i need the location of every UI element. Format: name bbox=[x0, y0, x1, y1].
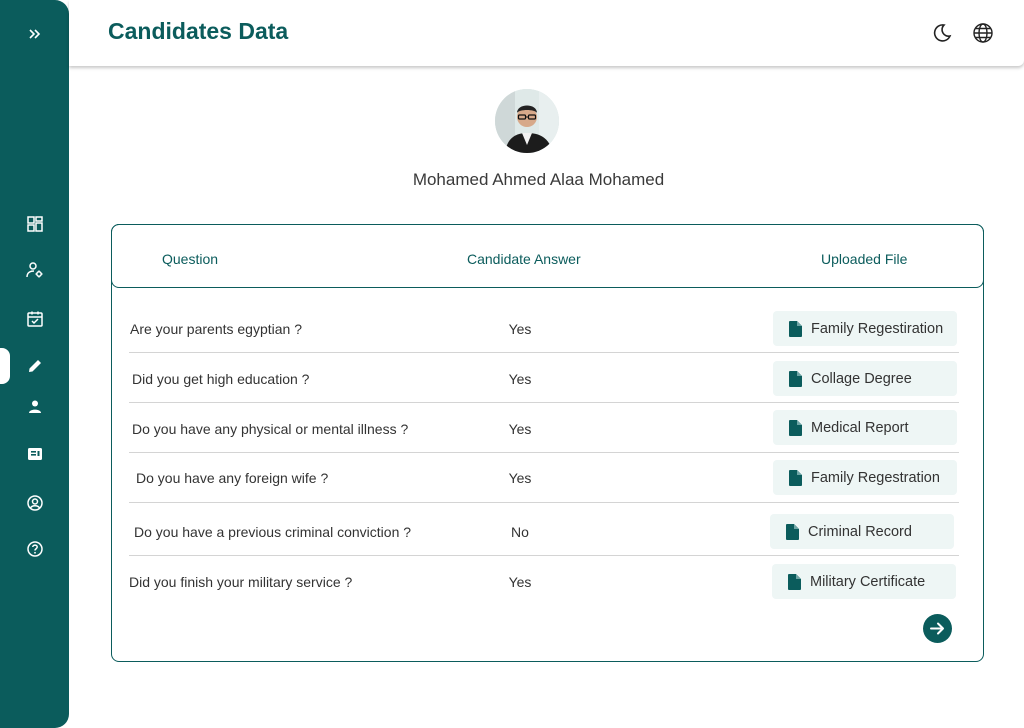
uploaded-file-button[interactable] bbox=[773, 410, 957, 445]
sidebar bbox=[0, 0, 69, 728]
row-divider bbox=[129, 352, 959, 353]
document-icon bbox=[786, 524, 799, 540]
uploaded-file-button[interactable] bbox=[772, 564, 956, 599]
dashboard-icon bbox=[26, 215, 44, 233]
answer-text: Yes bbox=[508, 470, 532, 486]
sidebar-item-help[interactable] bbox=[0, 531, 69, 567]
question-text: Did you get high education ? bbox=[132, 371, 310, 387]
uploaded-file-button[interactable] bbox=[773, 361, 957, 396]
question-text: Are your parents egyptian ? bbox=[130, 321, 302, 337]
file-name: Family Regestiration bbox=[811, 320, 944, 337]
sidebar-active-indicator bbox=[0, 348, 10, 384]
question-text: Did you finish your military service ? bbox=[129, 574, 353, 590]
row-divider bbox=[129, 452, 959, 453]
document-icon bbox=[789, 371, 802, 387]
document-icon bbox=[789, 420, 802, 436]
row-divider bbox=[129, 402, 959, 403]
help-icon bbox=[26, 540, 44, 558]
sidebar-item-calendar[interactable] bbox=[0, 301, 69, 337]
question-text: Do you have a previous criminal conviction ? bbox=[134, 524, 412, 540]
sidebar-item-user[interactable] bbox=[0, 389, 69, 425]
file-name: Medical Report bbox=[811, 419, 909, 436]
document-icon bbox=[789, 321, 802, 337]
document-icon bbox=[789, 470, 802, 486]
question-text: Do you have any physical or mental illness ? bbox=[132, 421, 409, 437]
answer-text: No bbox=[511, 524, 529, 540]
candidate-name: Mohamed Ahmed Alaa Mohamed bbox=[412, 170, 665, 189]
uploaded-file-button[interactable] bbox=[770, 514, 954, 549]
file-name: Criminal Record bbox=[808, 523, 912, 540]
newspaper-icon bbox=[26, 445, 44, 463]
next-button[interactable] bbox=[923, 614, 952, 643]
file-name: Family Regestration bbox=[811, 469, 940, 486]
top-header bbox=[69, 0, 1024, 66]
answer-text: Yes bbox=[508, 321, 532, 337]
answer-text: Yes bbox=[508, 371, 532, 387]
user-settings-icon bbox=[26, 261, 44, 279]
sidebar-item-news[interactable] bbox=[0, 436, 69, 472]
document-icon bbox=[788, 574, 801, 590]
question-text: Do you have any foreign wife ? bbox=[136, 470, 329, 486]
language-globe-icon[interactable] bbox=[971, 21, 995, 45]
answer-text: Yes bbox=[508, 574, 532, 590]
uploaded-file-button[interactable] bbox=[773, 460, 957, 495]
sidebar-item-profile[interactable] bbox=[0, 485, 69, 521]
pencil-icon bbox=[26, 357, 44, 375]
row-divider bbox=[129, 555, 959, 556]
column-header-question: Question bbox=[162, 251, 219, 267]
arrow-right-icon bbox=[929, 620, 946, 637]
calendar-check-icon bbox=[26, 310, 44, 328]
page-title: Candidates Data bbox=[108, 18, 289, 44]
sidebar-item-user-settings[interactable] bbox=[0, 252, 69, 288]
column-header-file: Uploaded File bbox=[821, 251, 908, 267]
dark-mode-moon-icon[interactable] bbox=[930, 21, 954, 45]
expand-sidebar-icon[interactable] bbox=[28, 24, 52, 44]
file-name: Collage Degree bbox=[811, 370, 912, 387]
column-header-answer: Candidate Answer bbox=[467, 251, 581, 267]
table-header bbox=[111, 224, 984, 288]
file-name: Military Certificate bbox=[810, 573, 926, 590]
account-circle-icon bbox=[26, 494, 44, 512]
user-icon bbox=[26, 398, 44, 416]
answer-text: Yes bbox=[508, 421, 532, 437]
candidate-avatar bbox=[495, 89, 559, 153]
sidebar-item-edit[interactable] bbox=[10, 348, 60, 384]
row-divider bbox=[129, 502, 959, 503]
uploaded-file-button[interactable] bbox=[773, 311, 957, 346]
sidebar-item-dashboard[interactable] bbox=[0, 206, 69, 242]
